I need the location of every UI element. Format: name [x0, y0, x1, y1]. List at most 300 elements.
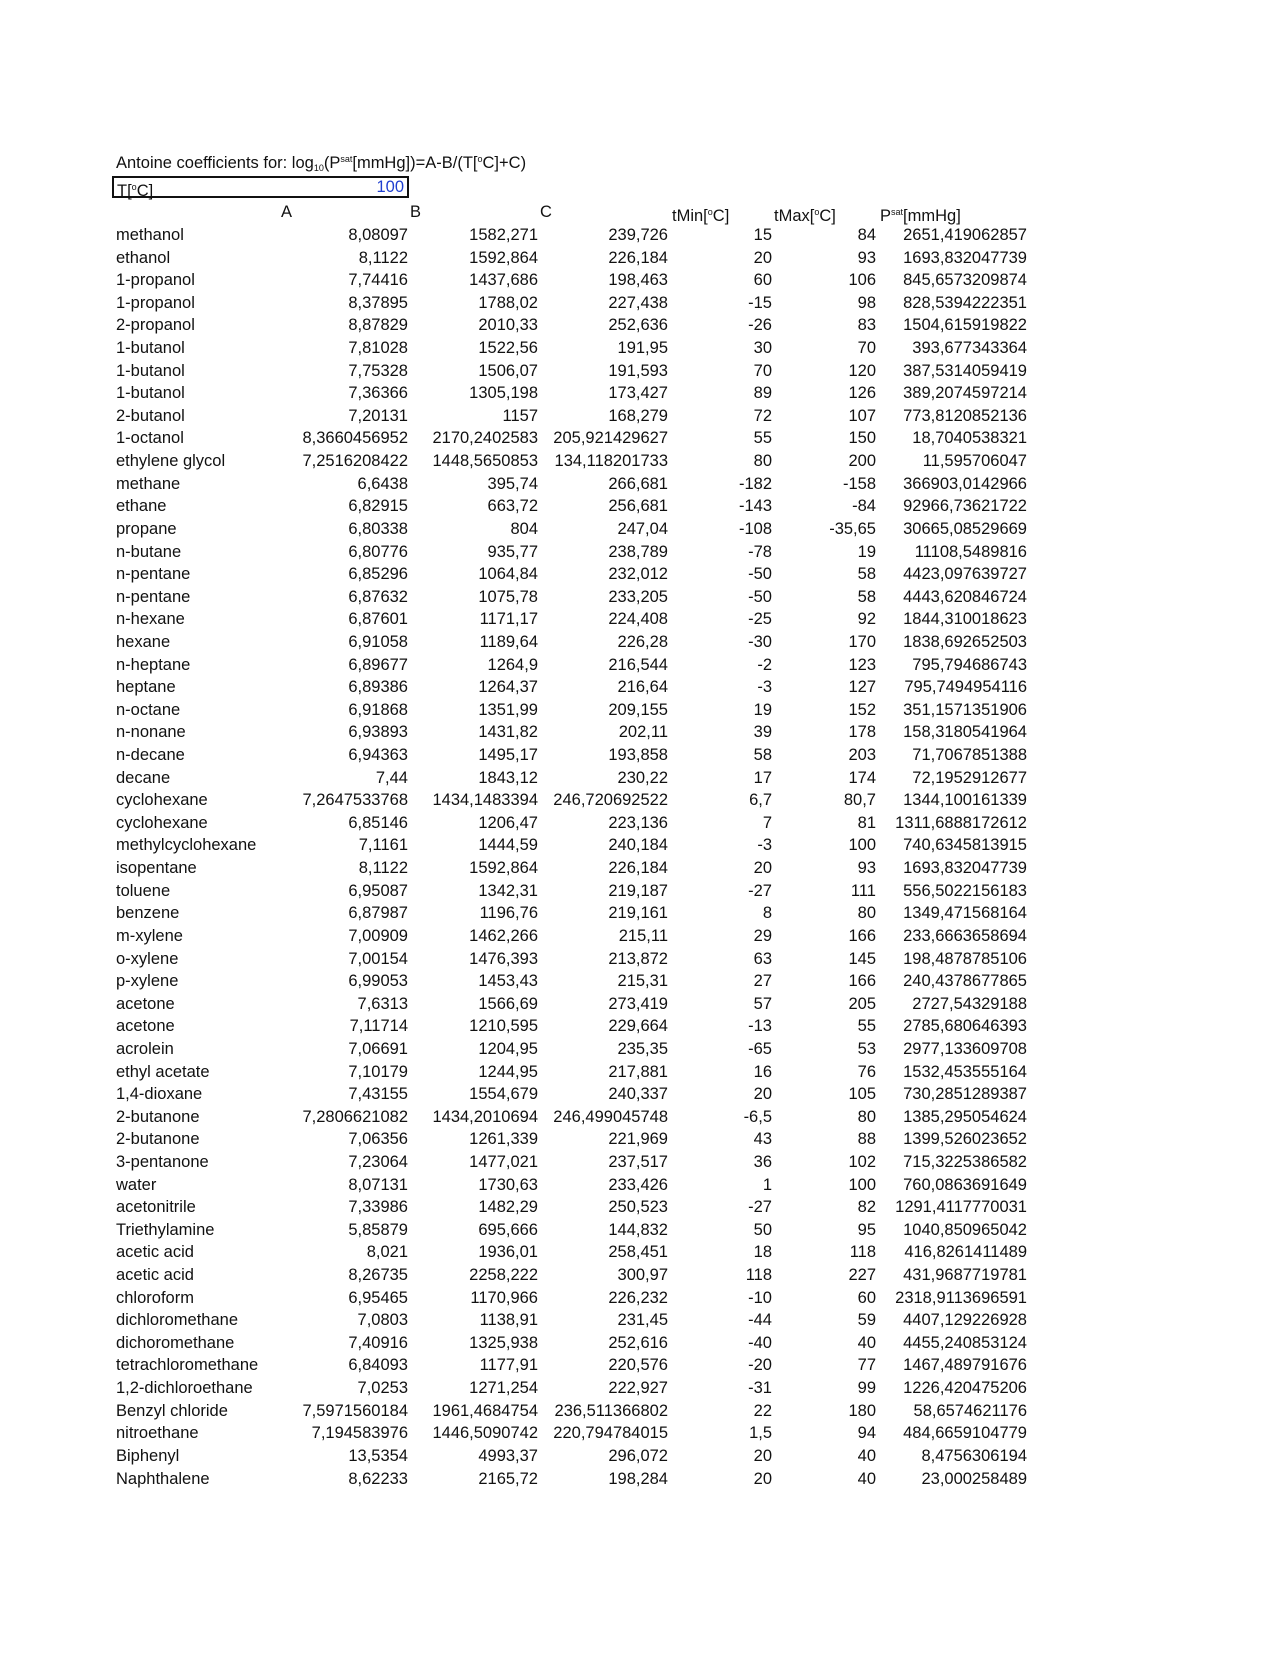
t-max-cell[interactable]: 145 — [848, 949, 876, 968]
t-max-cell[interactable]: 127 — [848, 678, 876, 697]
coef-a-cell[interactable]: 6,87987 — [348, 904, 408, 923]
compound-name-cell[interactable]: Naphthalene — [116, 1469, 210, 1488]
coef-c-cell[interactable]: 258,451 — [608, 1243, 668, 1262]
compound-name-cell[interactable]: ethyl acetate — [116, 1062, 210, 1081]
t-max-cell[interactable]: 166 — [848, 926, 876, 945]
coef-a-cell[interactable]: 6,87601 — [348, 610, 408, 629]
compound-name-cell[interactable]: dichloromethane — [116, 1311, 238, 1330]
p-sat-cell[interactable]: 366903,0142966 — [903, 474, 1027, 493]
coef-a-cell[interactable]: 7,0253 — [357, 1379, 408, 1398]
t-max-cell[interactable]: 59 — [857, 1311, 876, 1330]
p-sat-cell[interactable]: 1467,489791676 — [903, 1356, 1027, 1375]
p-sat-cell[interactable]: 387,5314059419 — [903, 361, 1027, 380]
coef-c-cell[interactable]: 252,616 — [608, 1333, 668, 1352]
coef-c-cell[interactable]: 226,184 — [608, 859, 668, 878]
coef-c-cell[interactable]: 227,438 — [608, 293, 668, 312]
coef-c-cell[interactable]: 209,155 — [608, 700, 668, 719]
t-min-cell[interactable]: -13 — [748, 1017, 772, 1036]
coef-c-cell[interactable]: 250,523 — [608, 1198, 668, 1217]
coef-a-cell[interactable]: 8,26735 — [348, 1266, 408, 1285]
coef-b-cell[interactable]: 1189,64 — [479, 632, 538, 651]
p-sat-cell[interactable]: 393,677343364 — [912, 339, 1027, 358]
p-sat-cell[interactable]: 2651,419062857 — [903, 226, 1027, 244]
t-max-cell[interactable]: 123 — [848, 655, 876, 674]
coef-c-cell[interactable]: 226,184 — [608, 248, 668, 267]
temperature-value[interactable]: 100 — [376, 178, 404, 196]
coef-c-cell[interactable]: 219,187 — [608, 881, 668, 900]
p-sat-cell[interactable]: 845,6573209874 — [903, 271, 1027, 290]
compound-name-cell[interactable]: acetone — [116, 1017, 175, 1036]
coef-a-cell[interactable]: 8,37895 — [348, 293, 408, 312]
t-max-cell[interactable]: 205 — [848, 994, 876, 1013]
t-min-cell[interactable]: -31 — [748, 1379, 772, 1398]
p-sat-cell[interactable]: 4455,240853124 — [903, 1333, 1027, 1352]
coef-c-cell[interactable]: 231,45 — [617, 1311, 668, 1330]
coef-b-cell[interactable]: 1462,266 — [469, 926, 538, 945]
compound-name-cell[interactable]: toluene — [116, 881, 171, 900]
p-sat-cell[interactable]: 71,7067851388 — [912, 746, 1027, 765]
coef-a-cell[interactable]: 6,99053 — [348, 972, 408, 991]
coef-c-cell[interactable]: 219,161 — [608, 904, 668, 923]
coef-c-cell[interactable]: 233,205 — [608, 587, 668, 606]
temperature-input-cell[interactable] — [112, 176, 409, 198]
coef-a-cell[interactable]: 7,74416 — [348, 271, 408, 290]
t-max-cell[interactable]: 40 — [857, 1446, 876, 1465]
p-sat-cell[interactable]: 715,3225386582 — [903, 1152, 1027, 1171]
p-sat-cell[interactable]: 389,2074597214 — [903, 384, 1027, 403]
p-sat-cell[interactable]: 556,5022156183 — [903, 881, 1027, 900]
t-max-cell[interactable]: 55 — [857, 1017, 876, 1036]
t-min-cell[interactable]: 89 — [753, 384, 772, 403]
p-sat-cell[interactable]: 416,8261411489 — [904, 1243, 1027, 1262]
compound-name-cell[interactable]: chloroform — [116, 1288, 194, 1307]
coef-a-cell[interactable]: 6,94363 — [348, 746, 408, 765]
coef-c-cell[interactable]: 220,576 — [608, 1356, 668, 1375]
coef-b-cell[interactable]: 395,74 — [487, 474, 538, 493]
coef-b-cell[interactable]: 1444,59 — [478, 836, 538, 855]
t-max-cell[interactable]: 174 — [848, 768, 876, 787]
t-max-cell[interactable]: -158 — [842, 474, 876, 493]
coef-b-cell[interactable]: 1592,864 — [469, 859, 538, 878]
coef-a-cell[interactable]: 5,85879 — [348, 1220, 408, 1239]
t-min-cell[interactable]: 20 — [753, 1446, 772, 1465]
coef-b-cell[interactable]: 1244,95 — [478, 1062, 538, 1081]
t-min-cell[interactable]: 55 — [753, 429, 772, 448]
coef-b-cell[interactable]: 1730,63 — [478, 1175, 538, 1194]
t-max-cell[interactable]: 80 — [857, 1107, 876, 1126]
coef-a-cell[interactable]: 7,11714 — [349, 1017, 408, 1036]
coef-a-cell[interactable]: 6,85296 — [348, 565, 408, 584]
compound-name-cell[interactable]: 1,2-dichloroethane — [116, 1379, 253, 1398]
compound-name-cell[interactable]: tetrachloromethane — [116, 1356, 259, 1375]
coef-c-cell[interactable]: 252,636 — [608, 316, 668, 335]
t-min-cell[interactable]: -20 — [748, 1356, 772, 1375]
t-max-cell[interactable]: 60 — [857, 1288, 876, 1307]
compound-name-cell[interactable]: methylcyclohexane — [116, 836, 257, 855]
compound-name-cell[interactable]: 2-butanone — [116, 1107, 200, 1126]
coef-b-cell[interactable]: 1271,254 — [469, 1379, 538, 1398]
t-min-cell[interactable]: -26 — [748, 316, 772, 335]
p-sat-cell[interactable]: 484,6659104779 — [903, 1424, 1027, 1443]
coef-b-cell[interactable]: 2010,33 — [478, 316, 538, 335]
compound-name-cell[interactable]: Benzyl chloride — [116, 1401, 228, 1420]
p-sat-cell[interactable]: 1844,310018623 — [903, 610, 1027, 629]
coef-a-cell[interactable]: 6,87632 — [348, 587, 408, 606]
coef-c-cell[interactable]: 256,681 — [608, 497, 668, 516]
compound-name-cell[interactable]: benzene — [116, 904, 180, 923]
coef-a-cell[interactable]: 7,40916 — [348, 1333, 408, 1352]
coef-c-cell[interactable]: 246,720692522 — [553, 791, 668, 810]
p-sat-cell[interactable]: 351,1571351906 — [903, 700, 1027, 719]
coef-a-cell[interactable]: 7,23064 — [348, 1152, 408, 1171]
compound-name-cell[interactable]: cyclohexane — [116, 791, 208, 810]
p-sat-cell[interactable]: 1040,850965042 — [903, 1220, 1027, 1239]
t-min-cell[interactable]: 39 — [753, 723, 772, 742]
compound-name-cell[interactable]: n-octane — [116, 700, 181, 719]
p-sat-cell[interactable]: 4407,129226928 — [903, 1311, 1027, 1330]
t-min-cell[interactable]: 6,7 — [749, 791, 772, 810]
compound-name-cell[interactable]: methane — [116, 474, 181, 493]
t-max-cell[interactable]: -35,65 — [829, 519, 876, 538]
coef-a-cell[interactable]: 8,07131 — [348, 1175, 408, 1194]
coef-a-cell[interactable]: 7,36366 — [348, 384, 408, 403]
coef-a-cell[interactable]: 6,84093 — [348, 1356, 408, 1375]
t-min-cell[interactable]: 72 — [753, 406, 772, 425]
t-min-cell[interactable]: -27 — [748, 881, 772, 900]
coef-c-cell[interactable]: 213,872 — [608, 949, 668, 968]
coef-b-cell[interactable]: 1204,95 — [478, 1039, 538, 1058]
coef-a-cell[interactable]: 8,1122 — [358, 859, 408, 878]
t-max-cell[interactable]: 92 — [857, 610, 876, 629]
p-sat-cell[interactable]: 1291,4117770031 — [895, 1198, 1027, 1217]
p-sat-cell[interactable]: 4443,620846724 — [903, 587, 1027, 606]
coef-a-cell[interactable]: 7,06691 — [348, 1039, 408, 1058]
coef-a-cell[interactable]: 7,10179 — [348, 1062, 408, 1081]
p-sat-cell[interactable]: 1504,615919822 — [903, 316, 1027, 335]
coef-b-cell[interactable]: 935,77 — [487, 542, 538, 561]
coef-a-cell[interactable]: 7,43155 — [348, 1085, 408, 1104]
coef-b-cell[interactable]: 1566,69 — [478, 994, 538, 1013]
t-min-cell[interactable]: -10 — [748, 1288, 772, 1307]
t-max-cell[interactable]: 19 — [857, 542, 876, 561]
coef-a-cell[interactable]: 6,91058 — [348, 632, 408, 651]
coef-b-cell[interactable]: 1592,864 — [469, 248, 538, 267]
p-sat-cell[interactable]: 2977,133609708 — [903, 1039, 1027, 1058]
coef-b-cell[interactable]: 1171,17 — [479, 610, 538, 629]
compound-name-cell[interactable]: n-butane — [116, 542, 182, 561]
p-sat-cell[interactable]: 828,5394222351 — [903, 293, 1027, 312]
coef-c-cell[interactable]: 216,64 — [617, 678, 668, 697]
coef-c-cell[interactable]: 205,921429627 — [553, 429, 668, 448]
p-sat-cell[interactable]: 1349,471568164 — [903, 904, 1027, 923]
compound-name-cell[interactable]: p-xylene — [116, 972, 179, 991]
p-sat-cell[interactable]: 760,0863691649 — [903, 1175, 1027, 1194]
coef-b-cell[interactable]: 2165,72 — [478, 1469, 538, 1488]
coef-a-cell[interactable]: 7,2806621082 — [302, 1107, 408, 1126]
coef-b-cell[interactable]: 1843,12 — [478, 768, 538, 787]
coef-c-cell[interactable]: 222,927 — [608, 1379, 668, 1398]
coef-c-cell[interactable]: 300,97 — [617, 1266, 668, 1285]
p-sat-cell[interactable]: 2785,680646393 — [903, 1017, 1027, 1036]
t-max-cell[interactable]: 70 — [857, 339, 876, 358]
coef-a-cell[interactable]: 8,08097 — [348, 226, 408, 244]
compound-name-cell[interactable]: n-heptane — [116, 655, 191, 674]
p-sat-cell[interactable]: 1693,832047739 — [903, 248, 1027, 267]
coef-c-cell[interactable]: 233,426 — [608, 1175, 668, 1194]
t-min-cell[interactable]: 20 — [753, 1085, 772, 1104]
t-max-cell[interactable]: 53 — [857, 1039, 876, 1058]
t-min-cell[interactable]: -108 — [738, 519, 772, 538]
t-max-cell[interactable]: 88 — [857, 1130, 876, 1149]
compound-name-cell[interactable]: acetonitrile — [116, 1198, 196, 1217]
coef-a-cell[interactable]: 7,2516208422 — [302, 452, 408, 471]
coef-a-cell[interactable]: 7,75328 — [348, 361, 408, 380]
compound-name-cell[interactable]: 1,4-dioxane — [116, 1085, 203, 1104]
t-max-cell[interactable]: 76 — [857, 1062, 876, 1081]
p-sat-cell[interactable]: 1385,295054624 — [903, 1107, 1027, 1126]
t-min-cell[interactable]: -3 — [757, 678, 772, 697]
coef-b-cell[interactable]: 1434,2010694 — [432, 1107, 538, 1126]
coef-a-cell[interactable]: 6,85146 — [348, 813, 408, 832]
coef-c-cell[interactable]: 134,118201733 — [554, 452, 668, 471]
t-max-cell[interactable]: 81 — [857, 813, 876, 832]
coef-a-cell[interactable]: 7,20131 — [348, 406, 408, 425]
compound-name-cell[interactable]: n-nonane — [116, 723, 186, 742]
p-sat-cell[interactable]: 198,4878785106 — [903, 949, 1027, 968]
t-min-cell[interactable]: 1,5 — [749, 1424, 772, 1443]
coef-c-cell[interactable]: 216,544 — [608, 655, 668, 674]
coef-c-cell[interactable]: 198,284 — [608, 1469, 668, 1488]
coef-b-cell[interactable]: 1351,99 — [478, 700, 538, 719]
coef-a-cell[interactable]: 7,6313 — [357, 994, 408, 1013]
p-sat-cell[interactable]: 4423,097639727 — [903, 565, 1027, 584]
t-min-cell[interactable]: 1 — [762, 1175, 772, 1194]
p-sat-cell[interactable]: 233,6663658694 — [903, 926, 1027, 945]
p-sat-cell[interactable]: 18,7040538321 — [912, 429, 1027, 448]
coef-c-cell[interactable]: 237,517 — [608, 1152, 668, 1171]
coef-a-cell[interactable]: 8,3660456952 — [302, 429, 408, 448]
t-max-cell[interactable]: 170 — [848, 632, 876, 651]
coef-a-cell[interactable]: 7,194583976 — [311, 1424, 408, 1443]
t-min-cell[interactable]: -25 — [748, 610, 772, 629]
coef-c-cell[interactable]: 236,511366802 — [554, 1401, 668, 1420]
coef-a-cell[interactable]: 7,00909 — [348, 926, 408, 945]
t-max-cell[interactable]: 100 — [848, 1175, 876, 1194]
coef-b-cell[interactable]: 2170,2402583 — [432, 429, 538, 448]
compound-name-cell[interactable]: 2-propanol — [116, 316, 195, 335]
coef-c-cell[interactable]: 223,136 — [608, 813, 668, 832]
coef-a-cell[interactable]: 7,00154 — [348, 949, 408, 968]
p-sat-cell[interactable]: 58,6574621176 — [913, 1401, 1027, 1420]
compound-name-cell[interactable]: hexane — [116, 632, 171, 651]
compound-name-cell[interactable]: 1-butanol — [116, 339, 185, 358]
t-max-cell[interactable]: 178 — [848, 723, 876, 742]
coef-b-cell[interactable]: 1522,56 — [478, 339, 538, 358]
coef-a-cell[interactable]: 8,1122 — [358, 248, 408, 267]
t-max-cell[interactable]: 166 — [848, 972, 876, 991]
coef-c-cell[interactable]: 220,794784015 — [553, 1424, 668, 1443]
t-max-cell[interactable]: 98 — [857, 293, 876, 312]
coef-b-cell[interactable]: 2258,222 — [469, 1266, 538, 1285]
coef-a-cell[interactable]: 7,44 — [375, 768, 408, 787]
t-min-cell[interactable]: -182 — [738, 474, 772, 493]
t-max-cell[interactable]: 93 — [857, 248, 876, 267]
t-min-cell[interactable]: 57 — [753, 994, 772, 1013]
t-min-cell[interactable]: 63 — [753, 949, 772, 968]
p-sat-cell[interactable]: 773,8120852136 — [903, 406, 1027, 425]
t-max-cell[interactable]: 83 — [857, 316, 876, 335]
compound-name-cell[interactable]: Biphenyl — [116, 1446, 180, 1465]
coef-c-cell[interactable]: 221,969 — [608, 1130, 668, 1149]
compound-name-cell[interactable]: dichoromethane — [116, 1333, 235, 1352]
coef-b-cell[interactable]: 1264,37 — [478, 678, 538, 697]
coef-a-cell[interactable]: 6,93893 — [348, 723, 408, 742]
t-min-cell[interactable]: 8 — [762, 904, 772, 923]
p-sat-cell[interactable]: 740,6345813915 — [903, 836, 1027, 855]
t-max-cell[interactable]: 200 — [848, 452, 876, 471]
t-max-cell[interactable]: 227 — [848, 1266, 876, 1285]
coef-c-cell[interactable]: 217,881 — [608, 1062, 668, 1081]
coef-c-cell[interactable]: 193,858 — [608, 746, 668, 765]
coef-c-cell[interactable]: 273,419 — [608, 994, 668, 1013]
p-sat-cell[interactable]: 240,4378677865 — [903, 972, 1027, 991]
compound-name-cell[interactable]: ethane — [116, 497, 167, 516]
coef-b-cell[interactable]: 1157 — [502, 406, 538, 425]
coef-b-cell[interactable]: 4993,37 — [478, 1446, 538, 1465]
p-sat-cell[interactable]: 11108,5489816 — [914, 542, 1027, 561]
t-max-cell[interactable]: 82 — [857, 1198, 876, 1217]
coef-a-cell[interactable]: 7,81028 — [348, 339, 408, 358]
compound-name-cell[interactable]: ethanol — [116, 248, 171, 267]
p-sat-cell[interactable]: 23,000258489 — [921, 1469, 1027, 1488]
compound-name-cell[interactable]: isopentane — [116, 859, 197, 878]
coef-c-cell[interactable]: 198,463 — [608, 271, 668, 290]
coef-c-cell[interactable]: 226,232 — [608, 1288, 668, 1307]
t-max-cell[interactable]: 58 — [857, 587, 876, 606]
t-min-cell[interactable]: 50 — [753, 1220, 772, 1239]
coef-b-cell[interactable]: 1325,938 — [469, 1333, 538, 1352]
compound-name-cell[interactable]: 2-butanol — [116, 406, 185, 425]
compound-name-cell[interactable]: decane — [116, 768, 171, 787]
t-max-cell[interactable]: 120 — [848, 361, 876, 380]
coef-c-cell[interactable]: 229,664 — [608, 1017, 668, 1036]
coef-b-cell[interactable]: 1261,339 — [469, 1130, 538, 1149]
t-min-cell[interactable]: 30 — [753, 339, 772, 358]
coef-a-cell[interactable]: 7,33986 — [348, 1198, 408, 1217]
p-sat-cell[interactable]: 2727,54329188 — [912, 994, 1027, 1013]
compound-name-cell[interactable]: propane — [116, 519, 177, 538]
coef-c-cell[interactable]: 235,35 — [617, 1039, 668, 1058]
coef-b-cell[interactable]: 1446,5090742 — [432, 1424, 538, 1443]
coef-a-cell[interactable]: 6,89386 — [348, 678, 408, 697]
coef-a-cell[interactable]: 8,62233 — [348, 1469, 408, 1488]
coef-b-cell[interactable]: 1448,5650853 — [432, 452, 538, 471]
t-max-cell[interactable]: 94 — [857, 1424, 876, 1443]
coef-a-cell[interactable]: 7,06356 — [348, 1130, 408, 1149]
t-min-cell[interactable]: 58 — [753, 746, 772, 765]
t-min-cell[interactable]: -6,5 — [743, 1107, 772, 1126]
p-sat-cell[interactable]: 431,9687719781 — [903, 1266, 1027, 1285]
compound-name-cell[interactable]: methanol — [116, 226, 184, 244]
t-min-cell[interactable]: -143 — [738, 497, 772, 516]
coef-b-cell[interactable]: 1342,31 — [478, 881, 538, 900]
compound-name-cell[interactable]: n-pentane — [116, 587, 191, 606]
p-sat-cell[interactable]: 158,3180541964 — [903, 723, 1027, 742]
p-sat-cell[interactable]: 730,2851289387 — [903, 1085, 1027, 1104]
p-sat-cell[interactable]: 8,4756306194 — [921, 1446, 1027, 1465]
coef-b-cell[interactable]: 1075,78 — [478, 587, 538, 606]
coef-b-cell[interactable]: 663,72 — [487, 497, 538, 516]
t-max-cell[interactable]: 95 — [857, 1220, 876, 1239]
t-min-cell[interactable]: -40 — [748, 1333, 772, 1352]
compound-name-cell[interactable]: 1-propanol — [116, 271, 195, 290]
coef-a-cell[interactable]: 6,95465 — [348, 1288, 408, 1307]
compound-name-cell[interactable]: acetone — [116, 994, 175, 1013]
compound-name-cell[interactable]: m-xylene — [116, 926, 183, 945]
coef-b-cell[interactable]: 1206,47 — [478, 813, 538, 832]
coef-a-cell[interactable]: 8,021 — [366, 1243, 408, 1262]
coef-b-cell[interactable]: 1482,29 — [478, 1198, 538, 1217]
coef-b-cell[interactable]: 1210,595 — [469, 1017, 538, 1036]
p-sat-cell[interactable]: 92966,73621722 — [903, 497, 1027, 516]
p-sat-cell[interactable]: 795,7494954116 — [904, 678, 1027, 697]
t-min-cell[interactable]: 43 — [753, 1130, 772, 1149]
t-max-cell[interactable]: 40 — [857, 1469, 876, 1488]
coef-c-cell[interactable]: 266,681 — [608, 474, 668, 493]
compound-name-cell[interactable]: 1-octanol — [116, 429, 184, 448]
t-max-cell[interactable]: 107 — [848, 406, 876, 425]
t-min-cell[interactable]: 17 — [753, 768, 772, 787]
t-min-cell[interactable]: -15 — [748, 293, 772, 312]
coef-c-cell[interactable]: 232,012 — [608, 565, 668, 584]
t-max-cell[interactable]: 126 — [848, 384, 876, 403]
t-min-cell[interactable]: 18 — [753, 1243, 772, 1262]
t-max-cell[interactable]: 99 — [857, 1379, 876, 1398]
t-max-cell[interactable]: 58 — [857, 565, 876, 584]
t-min-cell[interactable]: -3 — [757, 836, 772, 855]
coef-a-cell[interactable]: 6,82915 — [348, 497, 408, 516]
t-min-cell[interactable]: 20 — [753, 248, 772, 267]
coef-c-cell[interactable]: 238,789 — [608, 542, 668, 561]
coef-c-cell[interactable]: 215,31 — [617, 972, 668, 991]
coef-a-cell[interactable]: 6,89677 — [348, 655, 408, 674]
t-min-cell[interactable]: 20 — [753, 859, 772, 878]
coef-b-cell[interactable]: 1437,686 — [469, 271, 538, 290]
t-min-cell[interactable]: -2 — [757, 655, 772, 674]
t-min-cell[interactable]: 7 — [762, 813, 772, 832]
compound-name-cell[interactable]: 1-butanol — [116, 361, 185, 380]
t-min-cell[interactable]: 16 — [753, 1062, 772, 1081]
compound-name-cell[interactable]: acrolein — [116, 1039, 174, 1058]
coef-c-cell[interactable]: 168,279 — [608, 406, 668, 425]
t-max-cell[interactable]: 203 — [848, 746, 876, 765]
p-sat-cell[interactable]: 2318,9113696591 — [895, 1288, 1027, 1307]
t-max-cell[interactable]: 40 — [857, 1333, 876, 1352]
coef-c-cell[interactable]: 239,726 — [608, 226, 668, 244]
t-max-cell[interactable]: 105 — [848, 1085, 876, 1104]
p-sat-cell[interactable]: 72,1952912677 — [912, 768, 1027, 787]
coef-b-cell[interactable]: 1431,82 — [478, 723, 538, 742]
coef-c-cell[interactable]: 173,427 — [608, 384, 668, 403]
t-max-cell[interactable]: 152 — [848, 700, 876, 719]
compound-name-cell[interactable]: acetic acid — [116, 1243, 194, 1262]
compound-name-cell[interactable]: heptane — [116, 678, 176, 697]
coef-b-cell[interactable]: 1476,393 — [469, 949, 538, 968]
coef-b-cell[interactable]: 1170,966 — [470, 1288, 538, 1307]
coef-c-cell[interactable]: 224,408 — [608, 610, 668, 629]
t-max-cell[interactable]: 77 — [857, 1356, 876, 1375]
compound-name-cell[interactable]: 1-butanol — [116, 384, 185, 403]
